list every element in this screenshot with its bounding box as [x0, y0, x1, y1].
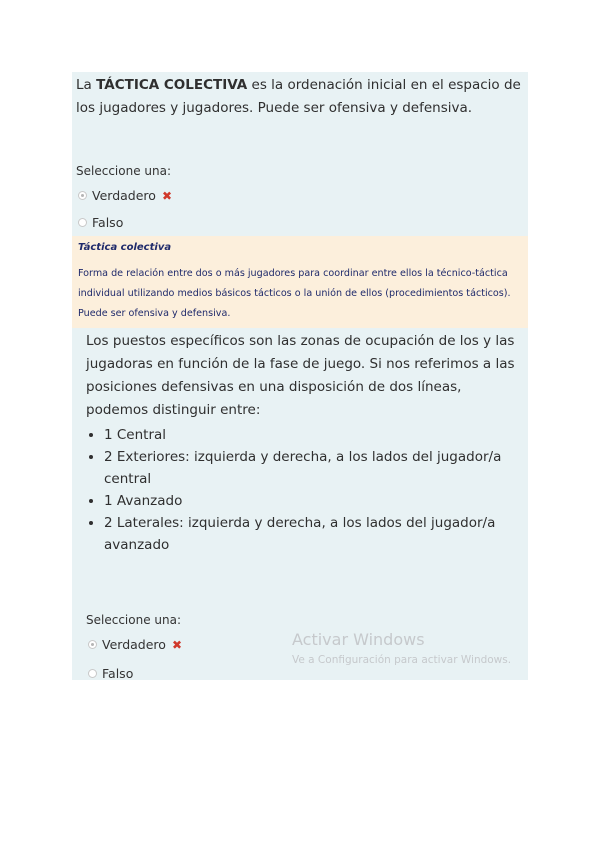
question-2-prompt: Seleccione una:: [86, 613, 181, 627]
question-2: [72, 328, 528, 680]
list-item: • 2 Laterales: izquierda y derecha, a los lados del jugador/a avanzado: [104, 512, 534, 556]
watermark-subtitle: Ve a Configuración para activar Windows.: [292, 654, 512, 666]
list-item: • 1 Avanzado: [104, 490, 534, 512]
radio-unselected-icon[interactable]: [88, 669, 97, 678]
question-1: [72, 72, 528, 236]
incorrect-icon: ✖: [171, 637, 182, 652]
question-2-text: Los puestos específicos son las zonas de ocupación de los y las jugadoras en función de la fase de juego. Si nos referimos a las posiciones defensivas en una disposición de dos líneas, podemos distinguir entre:: [86, 333, 515, 418]
question-1-highlight: TÁCTICA COLECTIVA: [96, 77, 248, 93]
question-2-option-true[interactable]: [88, 637, 182, 652]
question-1-option-false[interactable]: [78, 215, 123, 230]
question-2-option-false[interactable]: [88, 666, 133, 681]
radio-unselected-icon[interactable]: [78, 218, 87, 227]
feedback-body: Forma de relación entre dos o más jugadores para coordinar entre ellos la técnico-táctica individual utilizando medios básicos tácticos o la unión de ellos (procedimientos tácticos). Puede ser ofensiva y defensiva.: [78, 268, 511, 319]
option-label: Verdadero: [92, 188, 156, 203]
feedback-title: Táctica colectiva: [78, 242, 172, 253]
watermark-title: Activar Windows: [292, 630, 425, 649]
list-item: • 2 Exteriores: izquierda y derecha, a los lados del jugador/a central: [104, 446, 534, 490]
question-1-option-true[interactable]: [78, 188, 172, 203]
question-1-prompt: Seleccione una:: [76, 164, 171, 178]
radio-selected-icon[interactable]: [88, 640, 97, 649]
option-label: Verdadero: [102, 637, 166, 652]
incorrect-icon: ✖: [161, 188, 172, 203]
positions-list: [86, 424, 534, 556]
option-label: Falso: [102, 666, 134, 681]
radio-selected-icon[interactable]: [78, 191, 87, 200]
feedback-box: [72, 236, 528, 328]
question-1-text: La TÁCTICA COLECTIVA es la ordenación inicial en el espacio de los jugadores y jugadores. Puede ser ofensiva y defensiva.: [76, 77, 521, 116]
list-item: • 1 Central: [104, 424, 534, 446]
windows-activation-watermark: [292, 629, 528, 669]
option-label: Falso: [92, 215, 124, 230]
